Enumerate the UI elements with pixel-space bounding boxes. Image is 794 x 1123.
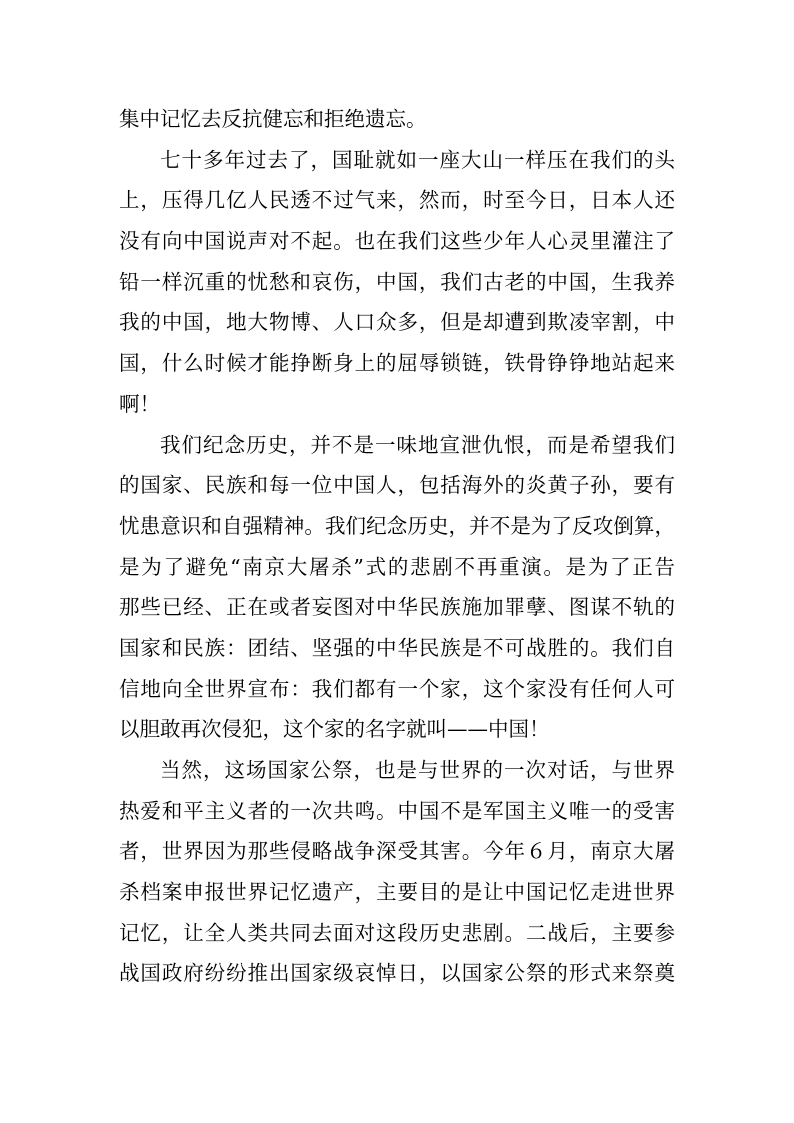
text-line: 以胆敢再次侵犯，这个家的名字就叫——中国！: [119, 717, 550, 742]
text-line: 国，什么时候才能挣断身上的屈辱锁链，铁骨铮铮地站起来: [119, 351, 675, 376]
text-line: 是为了避免“南京大屠杀”式的悲剧不再重演。是为了正告: [119, 554, 675, 579]
text-line: 我们纪念历史，并不是一味地宣泄仇恨，而是希望我们: [160, 432, 675, 457]
document-body: [119, 99, 675, 994]
text-line: 杀档案申报世界记忆遗产，主要目的是让中国记忆走进世界: [119, 880, 675, 905]
text-line: 我的中国，地大物博、人口众多，但是却遭到欺凌宰割，中: [119, 310, 675, 335]
text-line: 记忆，让全人类共同去面对这段历史悲剧。二战后，主要参: [119, 920, 675, 945]
text-line: 啊！: [119, 391, 160, 416]
text-line: 集中记忆去反抗健忘和拒绝遗忘。: [119, 107, 427, 131]
text-line: 忧患意识和自强精神。我们纪念历史，并不是为了反攻倒算，: [119, 513, 675, 538]
text-line: 当然，这场国家公祭，也是与世界的一次对话，与世界: [160, 758, 675, 782]
text-line: 七十多年过去了，国耻就如一座大山一样压在我们的头: [160, 147, 675, 172]
text-line: 者，世界因为那些侵略战争深受其害。今年６月，南京大屠: [119, 839, 675, 864]
text-line: 国家和民族：团结、坚强的中华民族是不可战胜的。我们自: [119, 635, 675, 660]
text-line: 热爱和平主义者的一次共鸣。中国不是军国主义唯一的受害: [119, 798, 675, 823]
text-line: 上，压得几亿人民透不过气来，然而，时至今日，日本人还: [119, 188, 675, 213]
text-line: 信地向全世界宣布：我们都有一个家，这个家没有任何人可: [119, 676, 675, 701]
text-line: 没有向中国说声对不起。也在我们这些少年人心灵里灌注了: [119, 229, 675, 254]
text-line: 铅一样沉重的忧愁和哀伤，中国，我们古老的中国，生我养: [119, 269, 675, 294]
text-line: 的国家、民族和每一位中国人，包括海外的炎黄子孙，要有: [119, 473, 675, 498]
text-line: 战国政府纷纷推出国家级哀悼日，以国家公祭的形式来祭奠: [119, 961, 675, 986]
text-line: 那些已经、正在或者妄图对中华民族施加罪孽、图谋不轨的: [119, 595, 675, 620]
